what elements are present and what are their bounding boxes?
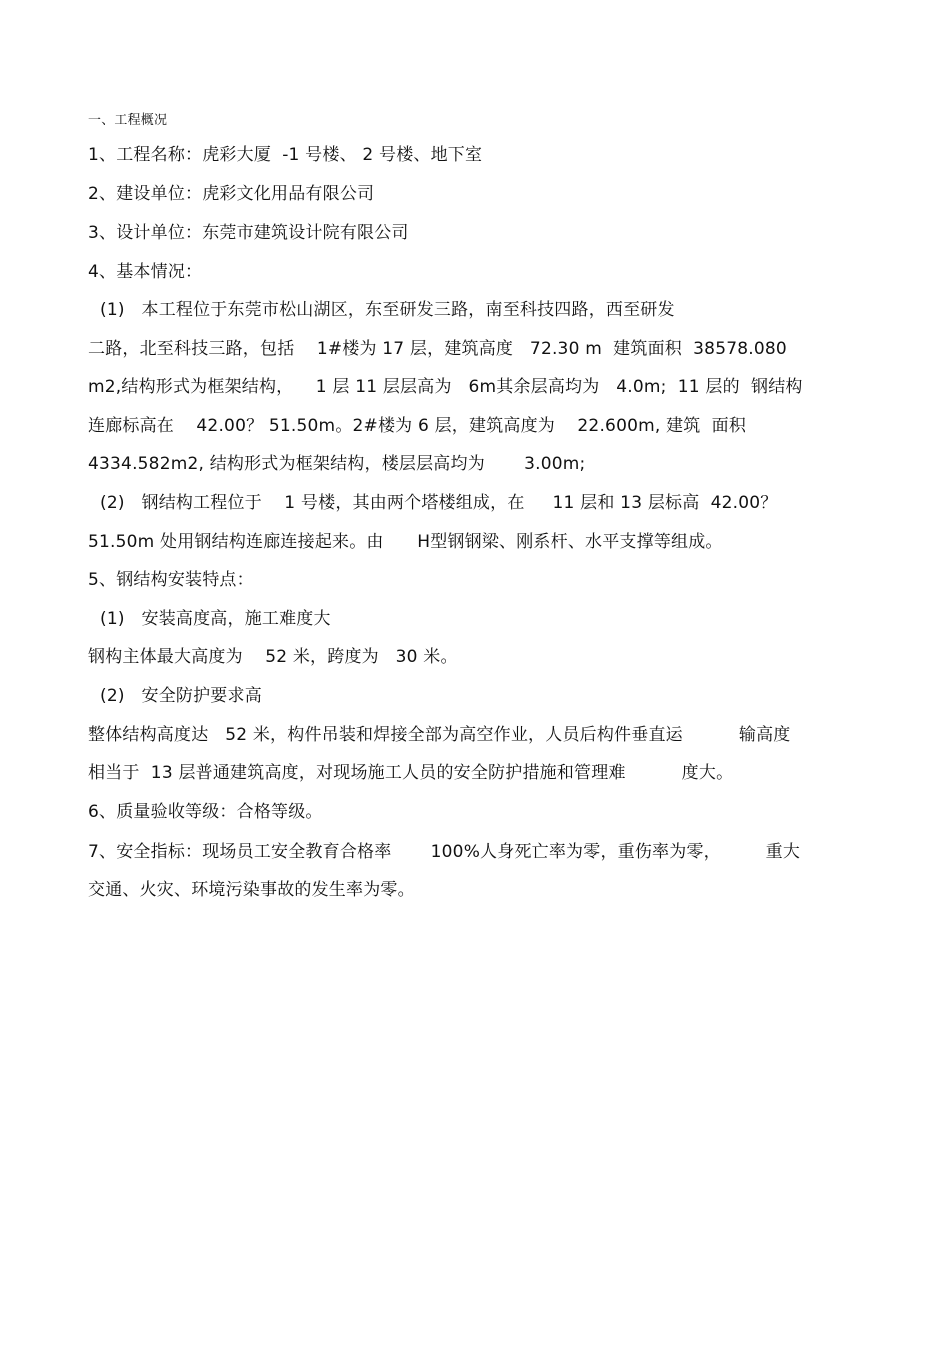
item-design-unit: 3、设计单位：东莞市建筑设计院有限公司 [88, 223, 409, 243]
item-safety-index-line-2: 交通、火灾、环境污染事故的发生率为零。 [88, 880, 415, 900]
paragraph-1-line-5: 4334.582m2, 结构形式为框架结构，楼层层高均为 3.00m; [88, 454, 586, 474]
item-basic-info: 4、基本情况： [88, 262, 203, 282]
feature-2-heading: (2) 安全防护要求高 [100, 686, 262, 706]
paragraph-2-line-2: 51.50m 处用钢结构连廊连接起来。由 H型钢钢梁、刚系杆、水平支撑等组成。 [88, 532, 723, 552]
feature-2-text-line-1: 整体结构高度达 52 米，构件吊装和焊接全部为高空作业，人员后构件垂直运 输高度 [88, 725, 791, 745]
feature-1-heading: (1) 安装高度高，施工难度大 [100, 609, 331, 629]
paragraph-1-line-4: 连廊标高在 42.00？ 51.50m。2#楼为 6 层，建筑高度为 22.600m, 建筑 面积 [88, 416, 747, 436]
item-safety-index-line-1: 7、安全指标：现场员工安全教育合格率 100%人身死亡率为零，重伤率为零， 重大 [88, 842, 801, 862]
item-construction-unit: 2、建设单位：虎彩文化用品有限公司 [88, 184, 375, 204]
paragraph-1-line-3: m2,结构形式为框架结构， 1 层 11 层层高为 6m其余层高均为 4.0m; 11 层的 钢结构 [88, 377, 803, 397]
feature-2-text-line-2: 相当于 13 层普通建筑高度，对现场施工人员的安全防护措施和管理难 度大。 [88, 763, 734, 783]
item-quality-grade: 6、质量验收等级：合格等级。 [88, 802, 323, 822]
paragraph-2-line-1: (2) 钢结构工程位于 1 号楼，其由两个塔楼组成，在 11 层和 13 层标高 42.00？ [100, 493, 778, 513]
section-heading: 一、工程概况 [88, 113, 168, 128]
item-steel-features: 5、钢结构安装特点： [88, 570, 254, 590]
paragraph-1-line-1: (1) 本工程位于东莞市松山湖区，东至研发三路，南至科技四路，西至研发 [100, 300, 675, 320]
item-project-name: 1、工程名称：虎彩大厦 -1 号楼、 2 号楼、地下室 [88, 145, 483, 165]
paragraph-1-line-2: 二路，北至科技三路，包括 1#楼为 17 层，建筑高度 72.30 m 建筑面积 38578.080 [88, 339, 787, 359]
feature-1-text: 钢构主体最大高度为 52 米，跨度为 30 米。 [88, 647, 458, 667]
